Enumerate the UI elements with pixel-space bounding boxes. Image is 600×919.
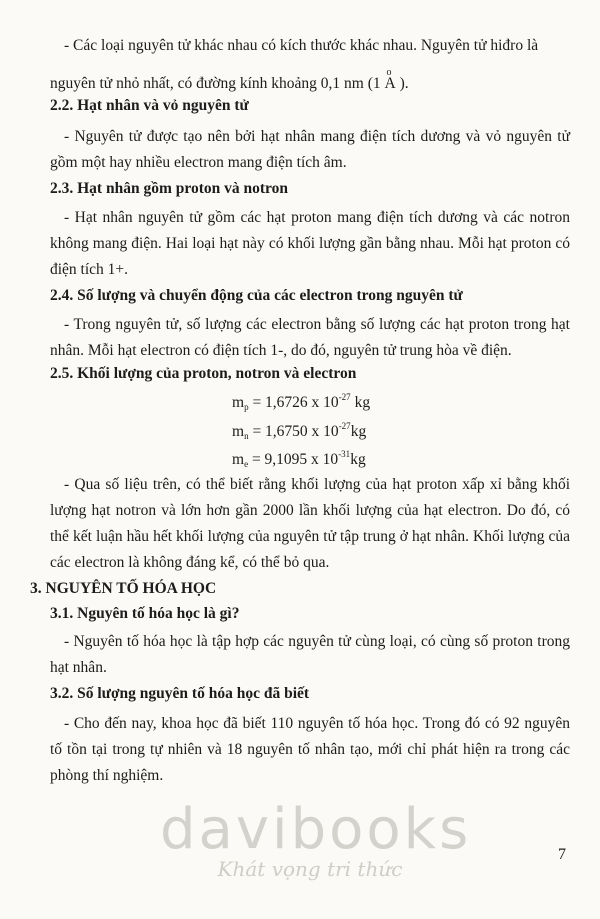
section-body-2-2: [50, 124, 570, 176]
formula-subscript: n: [244, 431, 249, 441]
intro-paragraph: [50, 33, 570, 97]
section-body-2-4-text: - Trong nguyên tử, số lượng các electron bằng số lượng các hạt proton trong hạt nhân. Mỗi hạt electron có điện tích 1-, do đó, nguyên tử trung hòa về điện.: [50, 316, 570, 359]
section-heading-2-3: 2.3. Hạt nhân gồm proton và notron: [50, 180, 288, 197]
publisher-watermark: [160, 797, 472, 882]
section-body-2-4: [50, 312, 570, 364]
angstrom-letter: A: [384, 75, 396, 92]
section-body-3-1-text: - Nguyên tố hóa học là tập hợp các nguyên tử cùng loại, có cùng số proton trong hạt nhân.: [50, 633, 570, 676]
formula-subscript: e: [244, 459, 249, 469]
section-body-3-1: [50, 629, 570, 681]
formula-value: = 9,1095 x 10: [248, 451, 339, 468]
intro-line-2-text: nguyên tử nhỏ nhất, có đường kính khoảng 0,1 nm (1: [50, 75, 385, 92]
formula-symbol: m: [232, 394, 245, 411]
mass-conclusion-paragraph: [50, 472, 570, 576]
intro-line-2: [50, 67, 570, 97]
section-body-3-2: [50, 711, 570, 789]
formula-subscript: p: [244, 402, 249, 412]
angstrom-ring: o: [386, 67, 392, 78]
formula-exponent: -27: [338, 421, 351, 431]
formula-symbol: m: [232, 423, 245, 440]
formula-exponent: -27: [338, 392, 351, 402]
section-heading-3-2: 3.2. Số lượng nguyên tố hóa học đã biết: [50, 685, 310, 702]
section-heading-3-1: 3.1. Nguyên tố hóa học là gì?: [50, 605, 240, 622]
angstrom-symbol: [384, 67, 396, 97]
mass-conclusion-text: - Qua số liệu trên, có thể biết rằng khối lượng của hạt proton xấp xỉ bằng khối lượng hạt notron và lớn hơn gần 2000 lần khối lượng của hạt electron. Do đó, có thể kết luận hầu hết khối lượng của nguyên tử tập trung ở hạt nhân. Khối lượng của các electron là không đáng kể, có thể bỏ qua.: [50, 476, 570, 571]
formula-unit: kg: [350, 394, 371, 411]
section-heading-2-2: 2.2. Hạt nhân và vỏ nguyên tử: [50, 97, 249, 114]
section-heading-2-5: 2.5. Khối lượng của proton, notron và electron: [50, 365, 357, 382]
section-body-3-2-text: - Cho đến nay, khoa học đã biết 110 nguyên tố hóa học. Trong đó có 92 nguyên tố tồn tại trong tự nhiên và 18 nguyên tố nhân tạo, mới chỉ phát hiện ra trong các phòng thí nghiệm.: [50, 715, 570, 784]
watermark-logo: davibooks: [160, 797, 472, 862]
formula-value: = 1,6750 x 10: [248, 423, 339, 440]
chapter-3-heading: 3. NGUYÊN TỐ HÓA HỌC: [30, 580, 217, 597]
formula-value: = 1,6726 x 10: [248, 394, 339, 411]
section-body-2-3: [50, 205, 570, 283]
formula-proton-mass: [232, 392, 370, 412]
section-heading-2-4: 2.4. Số lượng và chuyển động của các electron trong nguyên tử: [50, 287, 463, 304]
watermark-tagline: Khát vọng tri thức: [217, 857, 403, 881]
page-number: 7: [558, 846, 566, 863]
formula-symbol: m: [232, 451, 245, 468]
intro-line-1: - Các loại nguyên tử khác nhau có kích thước khác nhau. Nguyên tử hiđro là: [64, 37, 539, 54]
formula-unit: kg: [350, 423, 367, 440]
intro-line-2-end: ).: [395, 75, 409, 92]
formula-neutron-mass: [232, 421, 366, 441]
section-body-2-2-text: - Nguyên tử được tạo nên bởi hạt nhân mang điện tích dương và vỏ nguyên tử gồm một hay nhiều electron mang điện tích âm.: [50, 128, 570, 171]
formula-exponent: -31: [338, 449, 351, 459]
section-body-2-3-text: - Hạt nhân nguyên tử gồm các hạt proton mang điện tích dương và các notron không mang điện. Hai loại hạt này có khối lượng gần bằng nhau. Mỗi hạt proton có điện tích 1+.: [50, 209, 570, 278]
formula-electron-mass: [232, 449, 366, 469]
formula-unit: kg: [350, 451, 366, 468]
